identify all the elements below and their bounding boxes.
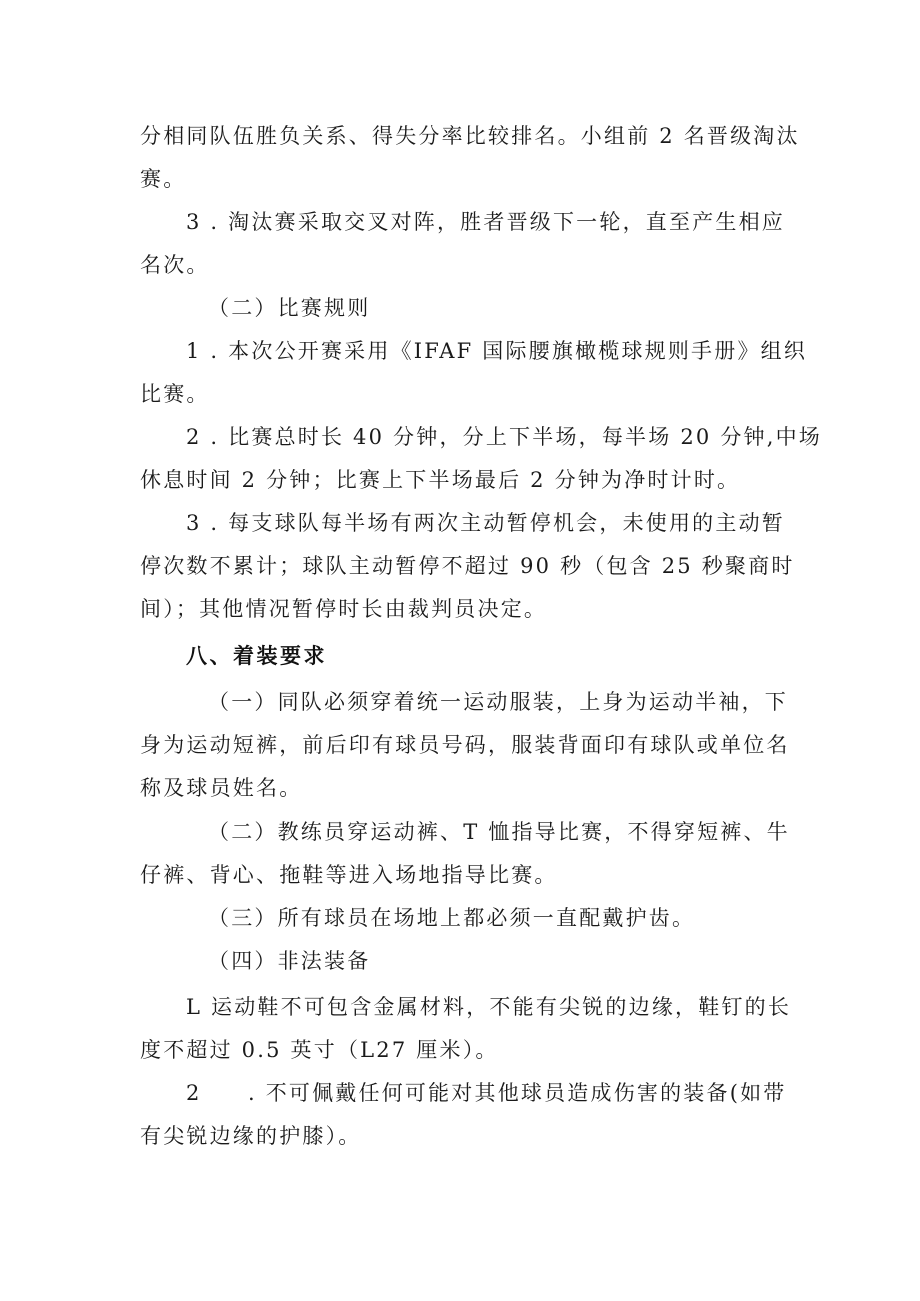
text-line: 停次数不累计；球队主动暂停不超过 90 秒（包含 25 秒聚商时: [140, 554, 795, 578]
section-subheading: （二）比赛规则: [208, 296, 371, 320]
text-line: L 运动鞋不可包含金属材料，不能有尖锐的边缘，鞋钉的长: [186, 995, 792, 1019]
text-line: 比赛。: [140, 382, 210, 406]
text-line: 有尖锐边缘的护膝）。: [140, 1124, 362, 1148]
text-line: 2 . 不可佩戴任何可能对其他球员造成伤害的装备(如带: [186, 1081, 787, 1105]
text-line: （三）所有球员在场地上都必须一直配戴护齿。: [208, 906, 696, 930]
section-subheading: （四）非法装备: [208, 949, 371, 973]
text-line: 3 . 淘汰赛采取交叉对阵，胜者晋级下一轮，直至产生相应: [186, 210, 785, 234]
text-line: 休息时间 2 分钟；比赛上下半场最后 2 分钟为净时计时。: [140, 468, 741, 492]
text-line: 3 . 每支球队每半场有两次主动暂停机会，未使用的主动暂: [186, 511, 785, 535]
text-line: 间）；其他情况暂停时长由裁判员决定。: [140, 597, 548, 621]
text-line: 名次。: [140, 253, 210, 277]
text-line: （二）教练员穿运动裤、T 恤指导比赛，不得穿短裤、牛: [208, 820, 790, 844]
text-line: 身为运动短裤，前后印有球员号码，服装背面印有球队或单位名: [140, 733, 790, 757]
text-line: （一）同队必须穿着统一运动服装，上身为运动半袖，下: [208, 690, 788, 714]
section-heading: 八、着装要求: [186, 644, 327, 668]
text-line: 赛。: [140, 167, 187, 191]
text-line: 1 . 本次公开赛采用《IFAF 国际腰旗橄榄球规则手册》组织: [186, 339, 808, 363]
text-line: 2 . 比赛总时长 40 分钟，分上下半场，每半场 20 分钟,中场: [186, 425, 823, 449]
text-line: 仔裤、背心、拖鞋等进入场地指导比赛。: [140, 863, 558, 887]
text-line: 称及球员姓名。: [140, 776, 303, 800]
text-line: 分相同队伍胜负关系、得失分率比较排名。小组前 2 名晋级淘汰: [140, 124, 800, 148]
text-line: 度不超过 0.5 英寸（L27 厘米）。: [140, 1038, 499, 1062]
